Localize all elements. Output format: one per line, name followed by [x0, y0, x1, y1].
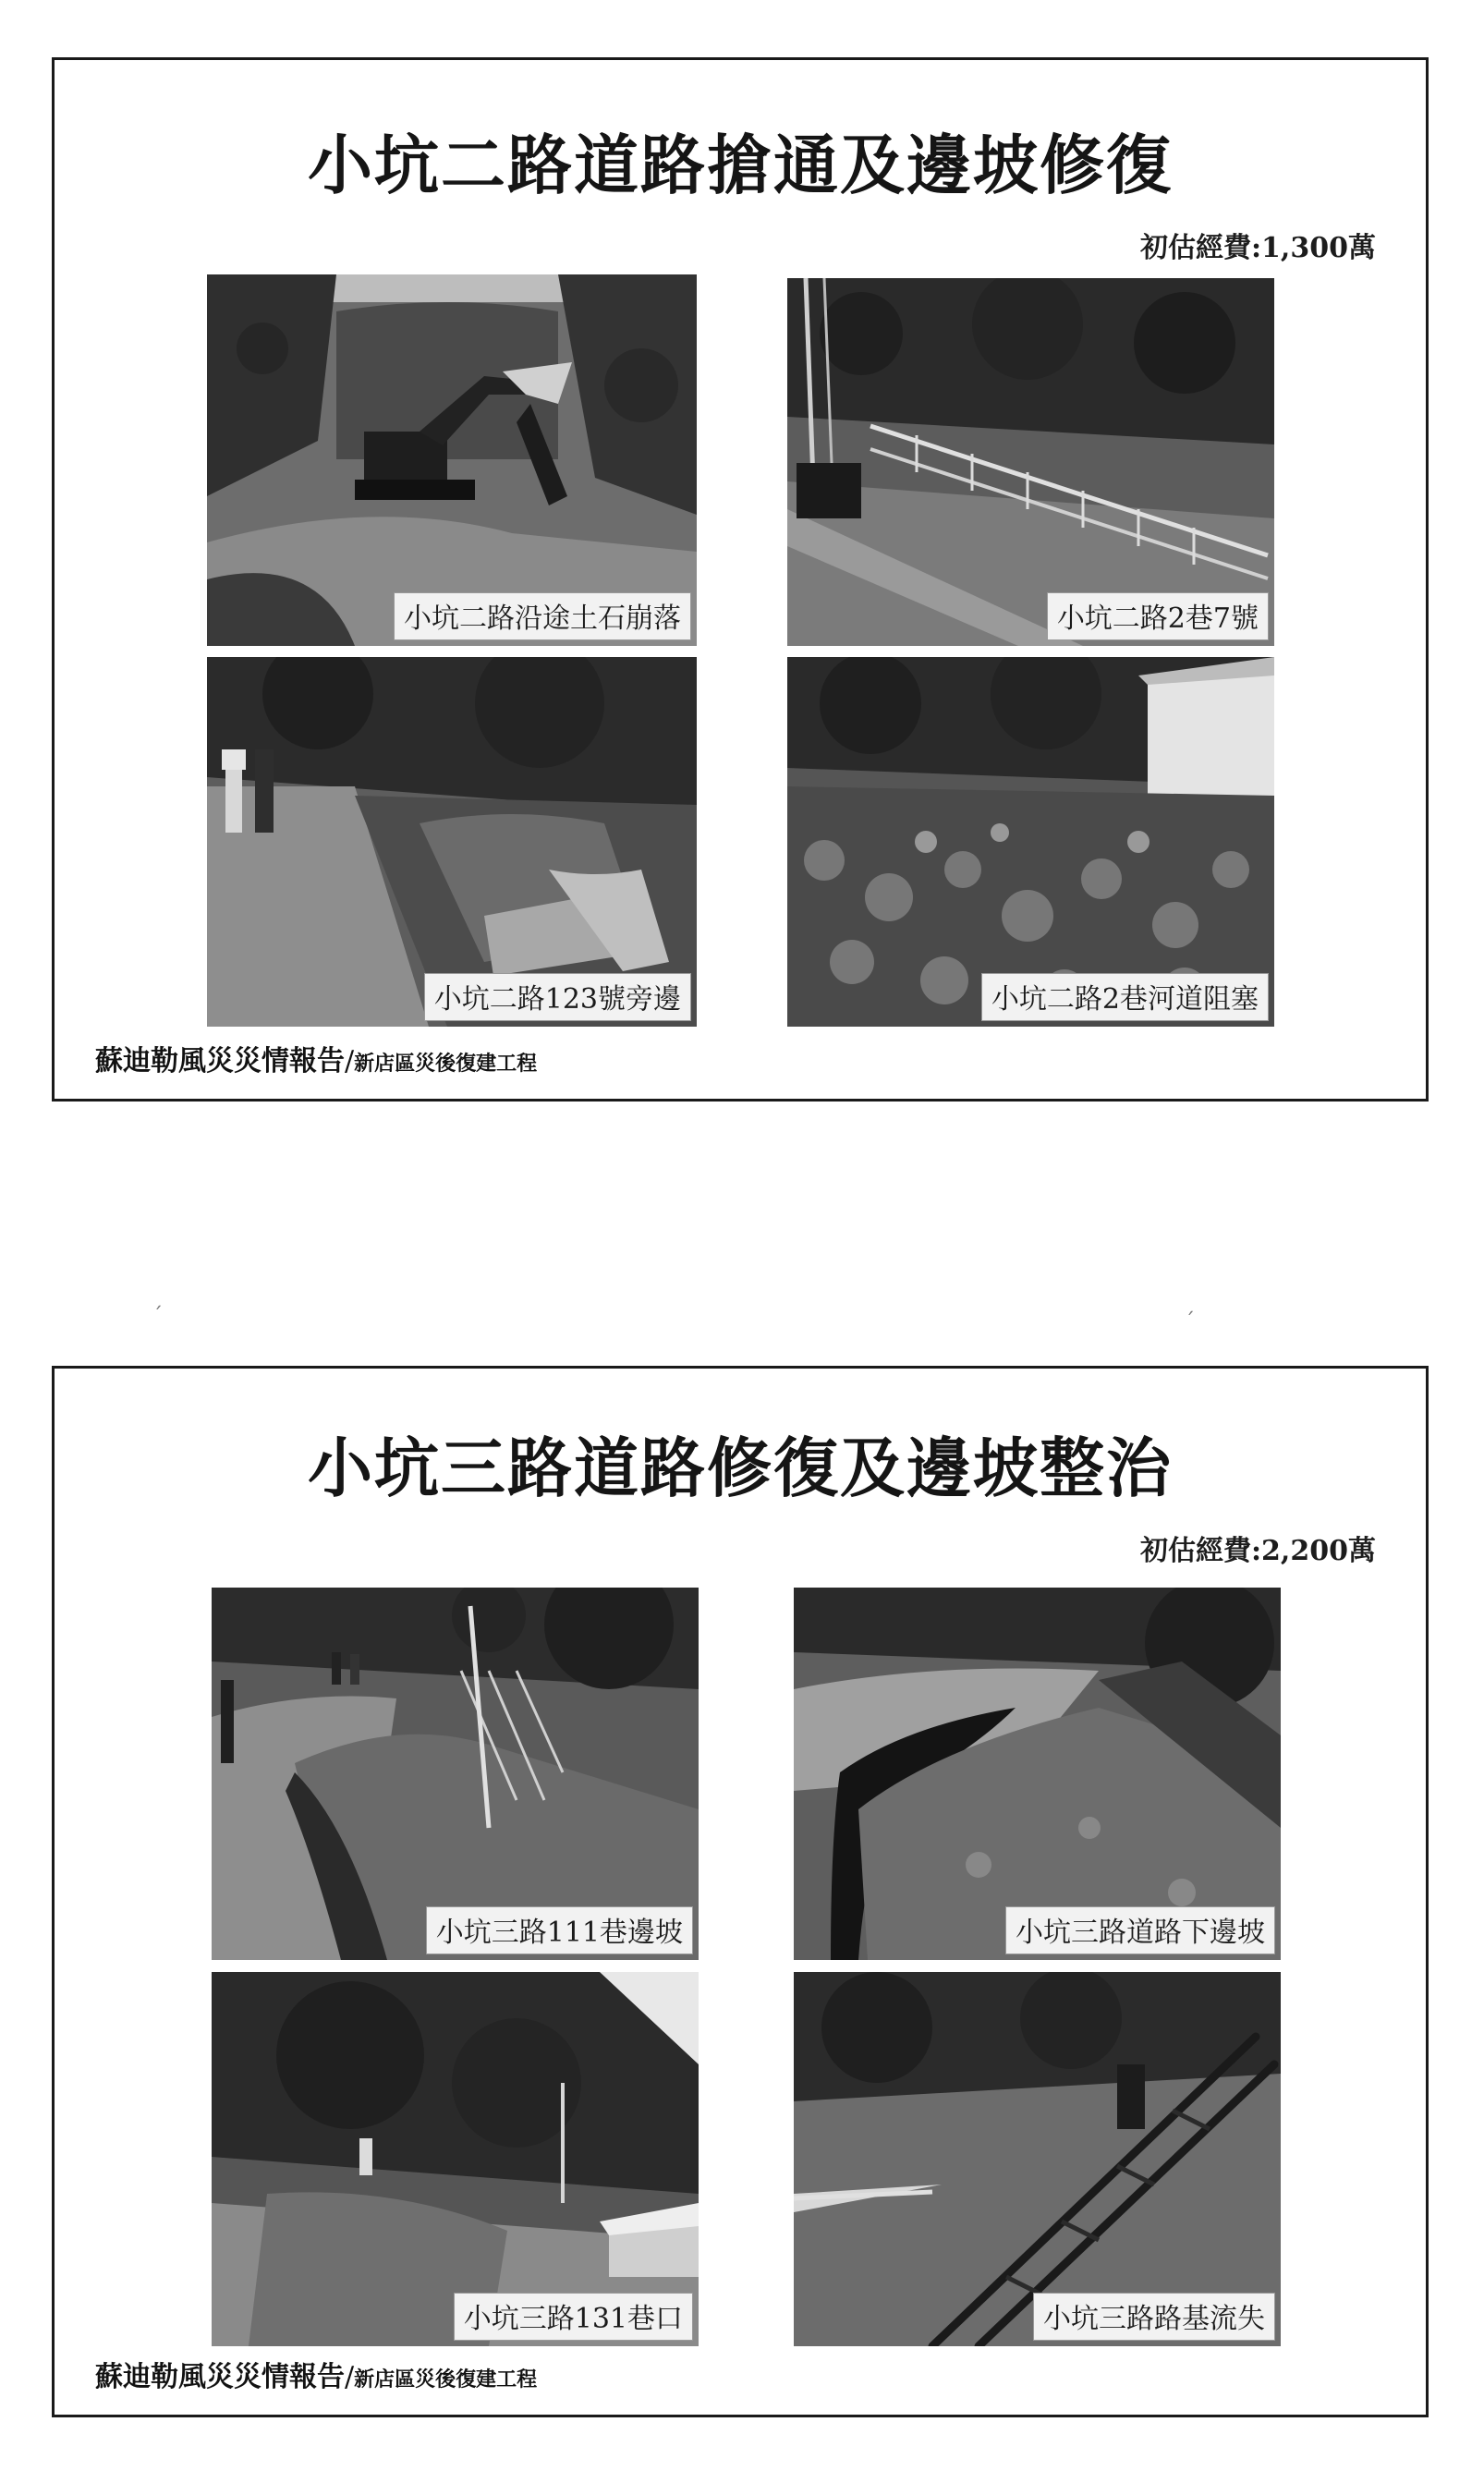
scan-speck: ˊ	[1185, 1310, 1195, 1333]
photo-slope-lane	[212, 1588, 699, 1960]
slide-title: 小坑三路道路修復及邊坡整治	[308, 1430, 1173, 1506]
roadbed-photo-image	[794, 1972, 1281, 2346]
slide-title: 小坑二路道路搶通及邊坡修復	[308, 127, 1173, 203]
footer-project-name: 新店區災後復建工程	[354, 1052, 538, 1076]
footer-separator: /	[345, 2361, 355, 2393]
slope-photo-image	[212, 1588, 699, 1960]
photo-excavator-landslide	[207, 274, 697, 646]
scan-speck: ˊ	[152, 1305, 163, 1328]
photo-caption: 小坑三路道路下邊坡	[1005, 1906, 1275, 1954]
photo-roadbed-loss	[794, 1972, 1281, 2346]
photo-caption: 小坑三路路基流失	[1033, 2293, 1275, 2341]
photo-road-debris	[207, 657, 697, 1027]
report-slide-1	[52, 57, 1429, 1102]
photo-caption: 小坑二路2巷7號	[1047, 592, 1269, 640]
channel-photo-image	[787, 657, 1274, 1027]
report-footer	[95, 1038, 537, 1078]
photo-caption: 小坑二路2巷河道阻塞	[981, 973, 1269, 1021]
debris-photo-image	[207, 657, 697, 1027]
photo-caption: 小坑二路沿途土石崩落	[394, 592, 691, 640]
photo-caption: 小坑二路123號旁邊	[424, 973, 691, 1021]
photo-lane-entrance	[212, 1972, 699, 2346]
photo-caption: 小坑三路131巷口	[454, 2293, 693, 2341]
footer-report-name: 蘇迪勒風災災情報告	[95, 1045, 345, 1077]
photo-blocked-channel	[787, 657, 1274, 1027]
cracked-road-photo-image	[794, 1588, 1281, 1960]
excavator-photo-image	[207, 274, 697, 646]
photo-cracked-road	[794, 1588, 1281, 1960]
footer-report-name: 蘇迪勒風災災情報告	[95, 2361, 345, 2393]
footer-separator: /	[345, 1045, 355, 1077]
report-footer	[95, 2354, 537, 2394]
report-slide-2	[52, 1366, 1429, 2417]
footer-project-name: 新店區災後復建工程	[354, 2367, 538, 2392]
photo-caption: 小坑三路111巷邊坡	[426, 1906, 693, 1954]
lane-entrance-photo-image	[212, 1972, 699, 2346]
photo-road-guardrail	[787, 278, 1274, 646]
budget-estimate: 初估經費:1,300萬	[1139, 232, 1376, 264]
budget-estimate: 初估經費:2,200萬	[1139, 1535, 1376, 1567]
guardrail-photo-image	[787, 278, 1274, 646]
